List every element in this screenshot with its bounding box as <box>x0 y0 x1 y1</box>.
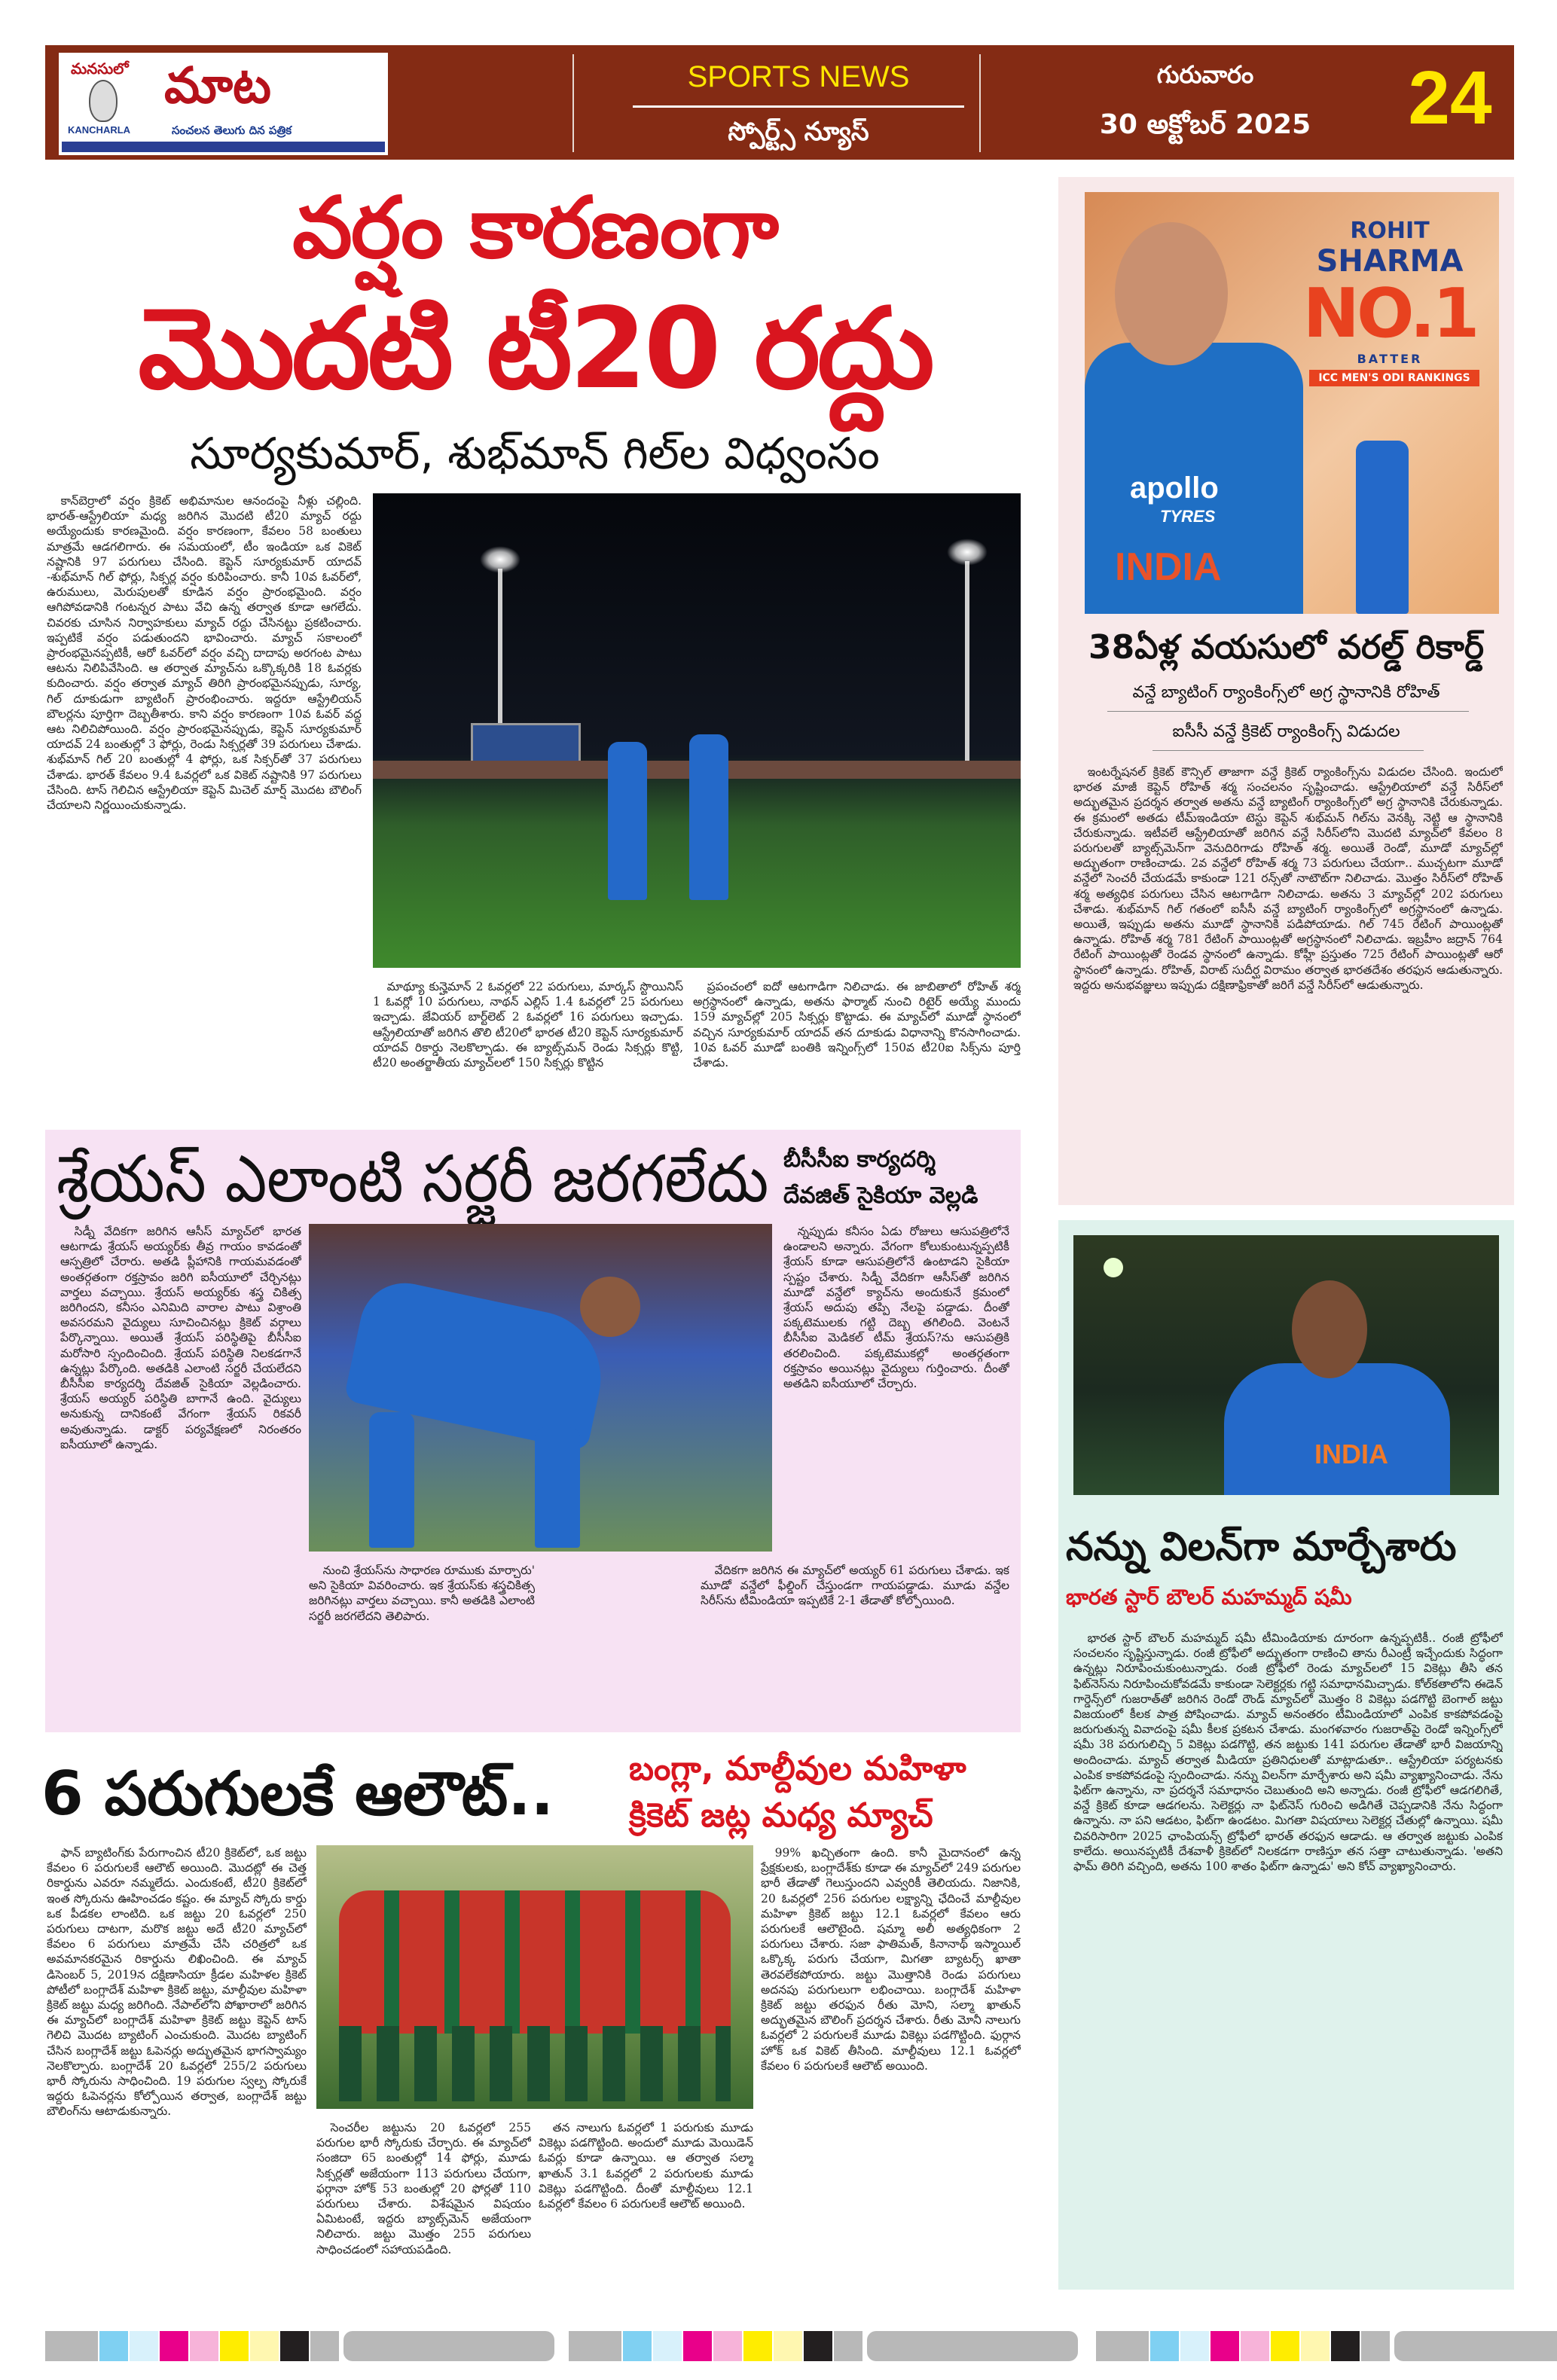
side-headline-line2: దేవజిత్ సైకియా వెల్లడి <box>783 1182 978 1209</box>
color-swatch <box>280 2331 309 2361</box>
rohit-paragraph: ఇంటర్నేషనల్ క్రికెట్ కౌన్సిల్ తాజాగా వన్డే క్రికెట్ ర్యాంకింగ్స్‌ను విడుదల చేసింది. ఇందులో భారత మాజీ కెప్టెన్ రోహిత్ శర్మ సంచలనం సృష్టించాడు. ఆస్ట్రేలియాలో వన్డే సిరీస్‌లో అద్భుతమైన ప్రదర్శన తర్వాత అతను వన్డే బ్యాటింగ్ ర్యాంకింగ్స్‌లో అగ్ర స్థానానికి చేరుకున్నాడు. ఈ క్రమంలో అతడు టీమ్‌ఇండియా టెస్టు కెప్టెన్ శుభ్‌మన్ గిల్‌ను వెనక్కి నెట్టి ఆ స్థానానికి చేరుకున్నాడు. ఇటీవలే ఆస్ట్రేలియాతో జరిగిన వన్డే సిరీస్‌లోని మొదటి మ్యాచ్‌లో కేవలం 8 పరుగులతో బ్యాట్స్‌మెన్‌గా వెనుదిరిగాడు రోహిత్ శర్మ. అయితే రెండో, మూడో మ్యాచ్‌ల్లో అద్భుతంగా రాణించాడు. 2వ వన్డేలో రోహిత్ శర్మ 73 పరుగులు చేయగా.. ముచ్చటగా మూడో వన్డేలో సెంచరీ చేయడమే కాకుండా 121 రన్స్‌తో నాటౌట్‌గా నిలిచాడు. మొత్తం సిరీస్‌లో రోహిత్ శర్మ అత్యధిక పరుగులు చేసిన ఆటగాడిగా నిలిచాడు. అతను 3 మ్యాచ్‌ల్లో 202 పరుగులు చేశాడు. శుభ్‌మాన్ గిల్ గతంలో ఐసీసీ వన్డే బ్యాటింగ్ ర్యాంకింగ్స్‌లో అగ్రస్థానంలో ఉన్నాడు. అయితే, ఇప్పుడు అతను మూడో స్థానానికి పడిపోయాడు. గిల్ 745 రేటింగ్ పాయింట్లతో ఉన్నాడు. రోహిత్ శర్మ 781 రేటింగ్ పాయింట్లతో అగ్రస్థానంలో నిలిచాడు. ఇబ్రహీం జద్రాన్ 764 రేటింగ్ పాయింట్లతో రెండవ స్థానంలో ఉన్నాడు. కోహ్లీ ప్రస్తుతం 725 రేటింగ్ పాయింట్లతో ఆరో స్థానంలో ఉన్నాడు. రోహిత్, విరాట్ సుదీర్ఘ విరామం తర్వాత భారతదేశం తరఫున ఆడుతున్నారు. ఇద్దరు అనుభవజ్ఞులు ఇప్పుడు దక్షిణాఫ్రికాతో జరిగే వన్డే సిరీస్‌లో ఆడుతున్నారు. <box>1073 765 1503 992</box>
shreyas-iyer-photo[interactable] <box>309 1224 772 1552</box>
color-swatch <box>250 2331 279 2361</box>
side-headline-line1: బీసీసీఐ కార్యదర్శి <box>783 1146 936 1173</box>
women-column-1 <box>47 1845 307 2290</box>
shreyas-column-3 <box>783 1224 1009 1548</box>
logo-title: మాట <box>164 56 271 114</box>
color-swatch <box>683 2331 712 2361</box>
color-swatch <box>1361 2331 1390 2361</box>
color-swatch <box>220 2331 249 2361</box>
bangladesh-team-photo[interactable] <box>316 1845 753 2109</box>
divider <box>979 54 981 152</box>
color-swatch <box>1180 2331 1209 2361</box>
women-side-headline <box>629 1746 1021 1839</box>
color-swatch <box>99 2331 128 2361</box>
color-swatch <box>569 2331 621 2361</box>
shami-subheadline: భారత స్టార్ బౌలర్ మహమ్మద్ షమీ <box>1066 1585 1352 1610</box>
lead-paragraph: ప్రపంచంలో ఐదో ఆటగాడిగా నిలిచాడు. ఈ జాబితాలో రోహిత్ శర్మ అగ్రస్థానంలో ఉన్నాడు, అతను ఫార్మాట్ నుంచి రిటైర్ అయ్యే ముందు 159 మ్యాచ్‌ల్లో 205 సిక్సర్లు కొట్టాడు. ఈ మ్యాచ్‌లో మూడో స్థానంలో వచ్చిన సూర్యకుమార్ యాదవ్ తన దూకుడు విధానాన్ని కొనసాగించాడు. 10వ ఓవర్ మూడో బంతికి ఇన్నింగ్స్‌లో 150వ టీ20ఐ సిక్స్‌ను పూర్తి చేశాడు. <box>693 980 1021 1070</box>
issue-day: గురువారం <box>1156 60 1254 89</box>
color-swatch <box>1150 2331 1179 2361</box>
side-headline-line1: బంగ్లా, మాల్దీవుల మహిళా <box>629 1750 966 1788</box>
rohit-headline: 38ఏళ్ల వయసులో వరల్డ్ రికార్డ్ <box>1088 628 1484 667</box>
jersey-text: INDIA <box>1115 545 1222 589</box>
side-headline-line2: క్రికెట్ జట్ల మధ్య మ్యాచ్ <box>629 1796 933 1835</box>
mohammed-shami-photo[interactable] <box>1073 1235 1499 1495</box>
shreyas-column-bottom-left <box>309 1563 535 1725</box>
color-swatch <box>713 2331 742 2361</box>
color-swatch <box>834 2331 862 2361</box>
rohit-body <box>1073 764 1503 1198</box>
founder-portrait-icon <box>89 80 118 122</box>
women-paragraph: సెంచరీల జట్టును 20 ఓవర్లలో 255 పరుగుల భారీ స్కోరుకు చేర్చారు. ఈ మ్యాచ్‌లో సంజిదా 65 బంతుల్లో 14 ఫోర్లు, మూడు సిక్సర్లతో అజేయంగా 113 పరుగులు చేయగా, ఫర్గానా హోక్ 53 బంతుల్లో 20 ఫోర్లతో 110 పరుగులు చేశారు. విశేషమైన విషయం ఏమిటంటే, ఇద్దరు బ్యాట్స్‌మెన్ అజేయంగా నిలిచారు. జట్టు మొత్తం 255 పరుగులు సాధించడంలో సహాయపడింది. <box>316 2121 531 2256</box>
shreyas-paragraph: నుంచి శ్రేయస్‌ను సాధారణ రూముకు మార్చారు' అని సైకియా వివరించారు. ఇక శ్రేయస్‌కు శస్త్రచికిత్స జరిగినట్లు వార్తలు వచ్చాయి. కానీ అతడికి ఎలాంటి సర్జరీ జరగలేదని తెలిపారు. <box>309 1564 535 1623</box>
color-swatch <box>623 2331 652 2361</box>
divider <box>1107 711 1469 712</box>
graphic-ranking-label: ICC MEN'S ODI RANKINGS <box>1309 370 1479 386</box>
color-swatch <box>1301 2331 1330 2361</box>
graphic-name-top: ROHIT <box>1350 218 1430 244</box>
page-number: 24 <box>1408 56 1492 140</box>
graphic-name-bottom: SHARMA <box>1316 244 1464 279</box>
gray-bar <box>343 2331 554 2361</box>
logo-tagline: సంచలన తెలుగు దిన పత్రిక <box>172 124 292 137</box>
rohit-sharma-graphic[interactable] <box>1085 192 1499 614</box>
women-paragraph: ఫాన్ బ్యాటింగ్‌కు పేరుగాంచిన టీ20 క్రికెట్‌లో, ఒక జట్టు కేవలం 6 పరుగులకే ఆలౌట్ అయింది. మొదట్లో ఈ చెత్త రికార్డును ఎవరూ నమ్మలేదు. ఎందుకంటే, టీ20 క్రికెట్‌లో ఇంత స్కోరును ఊహించడం కష్టం. ఈ మ్యాచ్ స్కోరు కార్డు ఒక పీడకల లాంటిది. ఒక జట్టు 20 ఓవర్లలో 250 పరుగులు దాటగా, మరొక జట్టు అదే టీ20 మ్యాచ్‌లో కేవలం 6 పరుగులు మాత్రమే చేసి చరిత్రలో ఒక అవమానకరమైన రికార్డును లిఖించింది. ఈ మ్యాచ్ డిసెంబర్ 5, 2019న దక్షిణాసియా క్రీడల మహిళల క్రికెట్ పోటీలో బంగ్లాదేశ్ మహిళా క్రికెట్ జట్టు, మాల్దీవుల మహిళా క్రికెట్ జట్టు మధ్య జరిగింది. నేపాల్‌లోని పోఖారాలో జరిగిన ఈ మ్యాచ్‌లో బంగ్లాదేశ్ మహిళా క్రికెట్ జట్టు కెప్టెన్ టాస్ గెలిచి మొదట బ్యాటింగ్ ఎంచుకుంది. మొదట బ్యాటింగ్ చేసిన బంగ్లాదేశ్ జట్టు ఓపెనర్లు అద్భుతమైన భాగస్వామ్యం నెలకొల్పారు. బంగ్లాదేశ్ 20 ఓవర్లలో 255/2 పరుగులు భారీ స్కోరును సాధించింది. 19 పరుగుల స్వల్ప స్కోరుకే ఇద్దరు ఓపెనర్లను కోల్పోయిన తర్వాత, బంగ్లాదేశ్ జట్టు బౌలింగ్‌ను ఆటాడుకున్నారు. <box>47 1846 307 2119</box>
color-swatch <box>130 2331 158 2361</box>
shreyas-column-1 <box>60 1224 301 1725</box>
women-paragraph: తన నాలుగు ఓవర్లలో 1 పరుగుకు మూడు వికెట్లు పడగొట్టింది. అందులో మూడు మెయిడెన్ ఓవర్లు కూడా ఉన్నాయి. ఆ తర్వాత సల్మా ఖాతున్ 3.1 ఓవర్లలో 2 పరుగులకు మూడు వికెట్లు పడగొట్టింది. దీంతో మాల్దీవులు 12.1 ఓవర్లలో కేవలం 6 పరుగులకే ఆలౌట్ అయింది. <box>539 2121 753 2211</box>
rohit-subheadline-1: వన్డే బ్యాటింగ్ ర్యాంకింగ్స్‌లో అగ్ర స్థానానికి రోహిత్ <box>1132 683 1440 702</box>
color-swatch <box>1271 2331 1299 2361</box>
masthead <box>45 45 1514 160</box>
women-column-bottom-right <box>539 2120 753 2290</box>
shami-paragraph: భారత స్టార్ బౌలర్ మహమ్మద్ షమీ టీమిండియాకు దూరంగా ఉన్నప్పటికీ.. రంజీ ట్రోఫీలో సంచలనం సృష్టిస్తున్నాడు. రంజీ ట్రోఫీలో అద్భుతంగా రాణించి తాను రీఎంట్రీ ఇచ్చేందుకు సిద్ధంగా ఉన్నట్లు నిరూపించుకుంటున్నాడు. రంజీ ట్రోఫీలో రెండు మ్యాచ్‌లలో 15 వికెట్లు తీసి తన ఫిట్‌నెస్‌ను నిరూపించుకోవడమే కాకుండా సెలెక్టర్లకు గట్టి సమాధానమిచ్చాడు. కోల్‌కతాలోని ఈడెన్ గార్డెన్స్‌లో గుజరాత్‌తో జరిగిన రెండో రౌండ్ మ్యాచ్‌లో మొత్తం 8 వికెట్లు పడగొట్టి బెంగాల్ జట్టు విజయంలో కీలక పాత్ర పోషించాడు. మ్యాచ్ అనంతరం టీమిండియాలో ఎంపిక కాకపోవడంపై జరుగుతున్న వివాదంపై షమీ కీలక ప్రకటన చేశాడు. మంగళవారం గుజరాత్‌పై రెండో ఇన్నింగ్స్‌లో షమీ 38 పరుగులిచ్చి 5 వికెట్లు పడగొట్టి, తన జట్టుకు 141 పరుగుల తేడాతో భారీ విజయాన్ని అందించాడు. మ్యాచ్ తర్వాత మీడియా ప్రతినిధులతో మాట్లాడుతూ.. ఆస్ట్రేలియా పర్యటనకు ఎంపిక కాకపోవడంపై స్పందించాడు. నన్ను విలన్‌గా మార్చేశారు అని షమీ వ్యాఖ్యానించాడు. నేను ఫిట్‌గా ఉన్నాను, నా ప్రదర్శనే సమాధానం చెబుతుంది అని అన్నాడు. రంజీ ట్రోఫీలో ఆడగలిగితే, వన్డే క్రికెట్ కూడా ఆడగలను. సెలెక్టర్లు నా ఫిట్‌నెస్ గురించి అడిగితే చెప్పడానికి నేను సిద్ధంగా ఉన్నాను. నా పని ఆడటం, ఫిట్‌గా ఉండటం. మిగతా విషయాలు సెలెక్టర్ల చేతుల్లో ఉన్నాయి. షమీ చివరిసారిగా 2025 ఛాంపియన్స్ ట్రోఫీలో భారత్ తరఫున ఆడాడు. ఆ తర్వాత జట్టుకు ఎంపిక కాలేదు. అయినప్పటికీ దేశవాళీ క్రికెట్‌లో నిలకడగా రాణిస్తూ తన సత్తా చాటుతున్నాడు. 'అతని ఫామ్ తిరిగి వచ్చింది, అతను 100 శాతం ఫిట్‌గా ఉన్నాడు' అని కోచ్ వ్యాఖ్యానించారు. <box>1073 1631 1503 1874</box>
shreyas-side-headline <box>783 1142 1017 1214</box>
color-swatch <box>1096 2331 1149 2361</box>
jersey-sponsor-sub: TYRES <box>1160 507 1216 526</box>
color-swatch <box>310 2331 339 2361</box>
women-paragraph: 99% ఖచ్చితంగా ఉంది. కానీ మైదానంలో ఉన్న ప్రేక్షకులకు, బంగ్లాదేశ్‌కు కూడా ఈ మ్యాచ్‌లో 249 పరుగుల భారీ తేడాతో గెలుస్తుందని ఎవ్వరికీ తెలియదు. నిజానికి, 20 ఓవర్లలో 256 పరుగుల లక్ష్యాన్ని ఛేదించే మాల్దీవుల మహిళా క్రికెట్ జట్టు 12.1 ఓవర్లలో కేవలం ఆరు పరుగులకే ఆలౌటైంది. షమ్మా అలీ అత్యధికంగా 2 పరుగులు చేశారు. సజా ఫాతిమత్, కినానాథ్ ఇస్మాయిల్ ఒక్కొక్క పరుగు చేయగా, మిగతా బ్యాటర్స్ ఖాతా తెరవలేకపోయారు. జట్టు మొత్తానికి రెండు పరుగులు అదనపు పరుగులుగా లభించాయి. బంగ్లాదేశ్ మహిళా క్రికెట్ జట్టు తరఫున రీతు మోని, సల్మా ఖాతున్ అద్భుతమైన బౌలింగ్ ప్రదర్శన చేశారు. రీతు మోనీ నాలుగు ఓవర్లలో 2 పరుగులకే మూడు వికెట్లు పడగొట్టింది. ఫుర్గాన హోక్ ఒక వికెట్ తీసింది. మాల్దీవులు 12.1 ఓవర్లలో కేవలం 6 పరుగులకే ఆలౌట్ అయింది. <box>761 1846 1021 2073</box>
color-swatch <box>45 2331 98 2361</box>
lead-subheadline: సూర్యకుమార్, శుభ్‌మాన్ గిల్‌ల విధ్వంసం <box>190 428 880 479</box>
graphic-rank: NO.1 <box>1302 274 1477 353</box>
shreyas-paragraph: సిడ్నీ వేదికగా జరిగిన ఆసీస్ మ్యాచ్‌లో భారత ఆటగాడు శ్రేయస్ అయ్యర్‌కు తీవ్ర గాయం కావడంతో ఆస్పత్రిలో చేరారు. అతడి ప్లీహానికి గాయమవడంతో అంతర్గతంగా రక్తస్రావం జరిగి ఐసీయూలో చేర్చినట్లు వార్తలు వచ్చాయి. శ్రేయస్ అయ్యర్‌కు శస్త్ర చికిత్స జరిగిందని, కనీసం ఎనిమిది వారాల పాటు విశ్రాంతి అవసరమని వైద్యులు సూచించినట్లు క్రికెట్ వర్గాలు పేర్కొన్నాయి. అయితే శ్రేయస్ పరిస్థితిపై బీసీసీఐ మరోసారి స్పందించింది. శ్రేయస్ పరిస్థితి నిలకడగానే ఉన్నట్లు పేర్కొంది. అతడికి ఎలాంటి సర్జరీ చేయలేదని బీసీసీఐ కార్యదర్శి దేవజిత్ సైకియా వెల్లడించారు. శ్రేయస్ అయ్యర్ పరిస్థితి బాగానే ఉంది. వైద్యులు అనుకున్న దానికంటే వేగంగా శ్రేయస్ రికవరీ అవుతున్నాడు. డాక్టర్ పర్యవేక్షణలో నిరంతరం ఐసీయూలో ఉన్నాడు. <box>60 1225 301 1451</box>
shami-body <box>1073 1631 1503 2282</box>
lead-column-2 <box>373 979 683 1107</box>
color-swatch <box>1331 2331 1360 2361</box>
lead-column-1 <box>47 493 362 1107</box>
rain-match-photo[interactable] <box>373 493 1021 968</box>
jersey-sponsor: apollo <box>1130 471 1219 505</box>
section-rule <box>633 105 964 108</box>
lead-paragraph: కాన్‌బెర్రాలో వర్షం క్రికెట్ అభిమానుల ఆనందంపై నీళ్లు చల్లింది. భారత్-ఆస్ట్రేలియా మధ్య జరిగిన మొదటి టీ20 మ్యాచ్ రద్దు అయ్యేందుకు కారణమైంది. వర్షం కారణంగా, కేవలం 58 బంతులు మాత్రమే ఆడగలిగారు. ఈ సమయంలో, టీం ఇండియా ఒక వికెట్ నష్టానికి 97 పరుగులు చేసింది. కెప్టెన్ సూర్యకుమార్ యాదవ్ -శుభ్‌మాన్ గిల్ ఫోర్లు, సిక్సర్ల వర్షం కురిపించారు. కానీ 10వ ఓవర్‌లో, ఉరుములు, మెరుపులతో కూడిన వర్షం ప్రారంభమైంది. వర్షం ఆగిపోవడానికి గంటన్నర పాటు వేచి ఉన్న తర్వాత కూడా ఆగలేదు. చివరకు చూసిన నిర్వాహకులు మ్యాచ్ రద్దు చేసినట్టు ప్రకటించారు. ఇప్పటికే వర్షం పడుతుందని భావించారు. మ్యాచ్ సకాలంలో ప్రారంభమైనప్పటికీ, ఆరో ఓవర్‌లో వర్షం వచ్చి దాదాపు అరగంట పాటు ఆటను నిలిపివేసింది. ఆ తర్వాత మ్యాచ్‌ను ఒక్కొక్కరికి 18 ఓవర్లకు కుదించారు. వర్షం తర్వాత మ్యాచ్ తిరిగి ప్రారంభమైనప్పుడు, సూర్య, గిల్ దూకుడుగా బ్యాటింగ్ ప్రారంభించారు. ఇద్దరూ ఆస్ట్రేలియన్ బౌలర్లను పూర్తిగా దెబ్బతీశారు. కాని వర్షం కారణంగా 10వ ఓవర్ వద్ద ఆట నిలిచిపోయింది. వర్షం ప్రారంభమైనప్పుడు, కెప్టెన్ సూర్యకుమార్ యాదవ్ 24 బంతుల్లో 3 ఫోర్లు, రెండు సిక్సర్లతో 39 పరుగులు చేశాడు. శుభ్‌మాన్ గిల్ 20 బంతుల్లో 4 ఫోర్లు, ఒక సిక్సర్‌తో 37 పరుగులు చేశాడు. భారత్ కేవలం 9.4 ఓవర్లలో ఒక వికెట్ నష్టానికి 97 పరుగులు చేసింది. టాస్ గెలిచిన ఆస్ట్రేలియా కెప్టెన్ మిచెల్ మార్ష్ మొదట బౌలింగ్ చేయాలని నిర్ణయించుకున్నాడు. <box>47 494 362 813</box>
issue-date: 30 అక్టోబర్ 2025 <box>1099 109 1311 140</box>
color-swatch <box>774 2331 802 2361</box>
color-swatch <box>653 2331 682 2361</box>
color-swatch <box>190 2331 218 2361</box>
color-swatch <box>1241 2331 1269 2361</box>
lead-headline-line2: మొదటి టీ20 రద్దు <box>138 284 932 413</box>
lead-paragraph: మాథ్యూ కున్హెమాన్ 2 ఓవర్లలో 22 పరుగులు, మార్కస్ స్టొయినిస్ 1 ఓవర్లో 10 పరుగులు, నాథన్ ఎల్లిస్ 1.4 ఓవర్లలో 25 పరుగులు ఇచ్చాడు. జేవియర్ బార్ట్‌లెట్ 2 ఓవర్లలో 16 పరుగులు ఇచ్చాడు. ఆస్ట్రేలియాతో జరిగిన తొలి టీ20లో భారత టీ20 కెప్టెన్ సూర్యకుమార్ యాదవ్ రికార్డు నెలకొల్పాడు. ఈ బ్యాట్స్‌మన్ రెండు సిక్సర్లు కొట్టి, టీ20 అంతర్జాతీయ మ్యాచ్‌లలో 150 సిక్సర్లు కొట్టిన <box>373 980 683 1070</box>
shreyas-paragraph: వేదికగా జరిగిన ఈ మ్యాచ్‌లో అయ్యర్ 61 పరుగులు చేశాడు. ఇక మూడో వన్డేలో ఫీల్డింగ్ చేస్తుండగా గాయపడ్డాడు. మూడు వన్డేల సిరీస్‌ను టీమిండియా ఇప్పటికే 2-1 తేడాతో కోల్పోయింది. <box>701 1564 1009 1608</box>
lead-headline-line1: వర్షం కారణంగా <box>292 179 777 277</box>
section-title-en: SPORTS NEWS <box>687 60 910 93</box>
logo-bar <box>62 142 385 152</box>
shami-headline: నన్ను విలన్‌గా మార్చేశారు <box>1066 1524 1457 1570</box>
rohit-subheadline-2: ఐసీసీ వన్డే క్రికెట్ ర్యాంకింగ్స్ విడుదల <box>1172 722 1400 741</box>
color-swatch <box>743 2331 772 2361</box>
shreyas-paragraph: న్నప్పుడు కనీసం ఏడు రోజులు ఆసుపత్రిలోనే ఉండాలని అన్నారు. వేగంగా కోలుకుంటున్నప్పటికీ శ్రేయస్ కూడా ఆసుపత్రిలోనే ఉంటాడని సైకియా స్పష్టం చేశారు. సిడ్నీ వేదికగా ఆసీస్‌తో జరిగిన మూడో వన్డేలో క్యాచ్‌ను అందుకునే క్రమంలో శ్రేయస్ అదుపు తప్పి నేలపై పడ్డాడు. దీంతో పక్కటెములకు గట్టి దెబ్బ తగిలింది. వెంటనే బీసీసీఐ మెడికల్ టీమ్ శ్రేయస్?ను ఆసుపత్రికి తరలించింది. పక్కటెముకల్లో అంతర్గతంగా రక్తస్రావం అయినట్లు వైద్యులు గుర్తించారు. దీంతో అతడిని ఐసీయూలో చేర్చారు. <box>783 1225 1009 1391</box>
divider <box>1152 750 1424 751</box>
shreyas-column-bottom-right <box>701 1563 1009 1725</box>
newspaper-logo[interactable] <box>59 53 388 155</box>
shreyas-headline: శ్రేయస్ ఎలాంటి సర్జరీ జరగలేదు <box>56 1142 769 1217</box>
graphic-role: BATTER <box>1357 352 1423 366</box>
color-swatch <box>804 2331 832 2361</box>
lead-column-3 <box>693 979 1021 1107</box>
color-swatch <box>160 2331 188 2361</box>
gray-bar <box>1394 2331 1557 2361</box>
divider <box>572 54 574 152</box>
logo-small-text: మనసులో <box>71 60 129 78</box>
color-swatch <box>1210 2331 1239 2361</box>
women-column-bottom-left <box>316 2120 531 2290</box>
women-headline: 6 పరుగులకే ఆలౌట్.. <box>41 1759 554 1829</box>
women-column-3 <box>761 1845 1021 2290</box>
gray-bar <box>867 2331 1078 2361</box>
section-title-te: స్పోర్ట్స్ న్యూస్ <box>728 117 869 147</box>
logo-brand: KANCHARLA <box>68 124 131 136</box>
jersey-text: INDIA <box>1314 1439 1388 1469</box>
